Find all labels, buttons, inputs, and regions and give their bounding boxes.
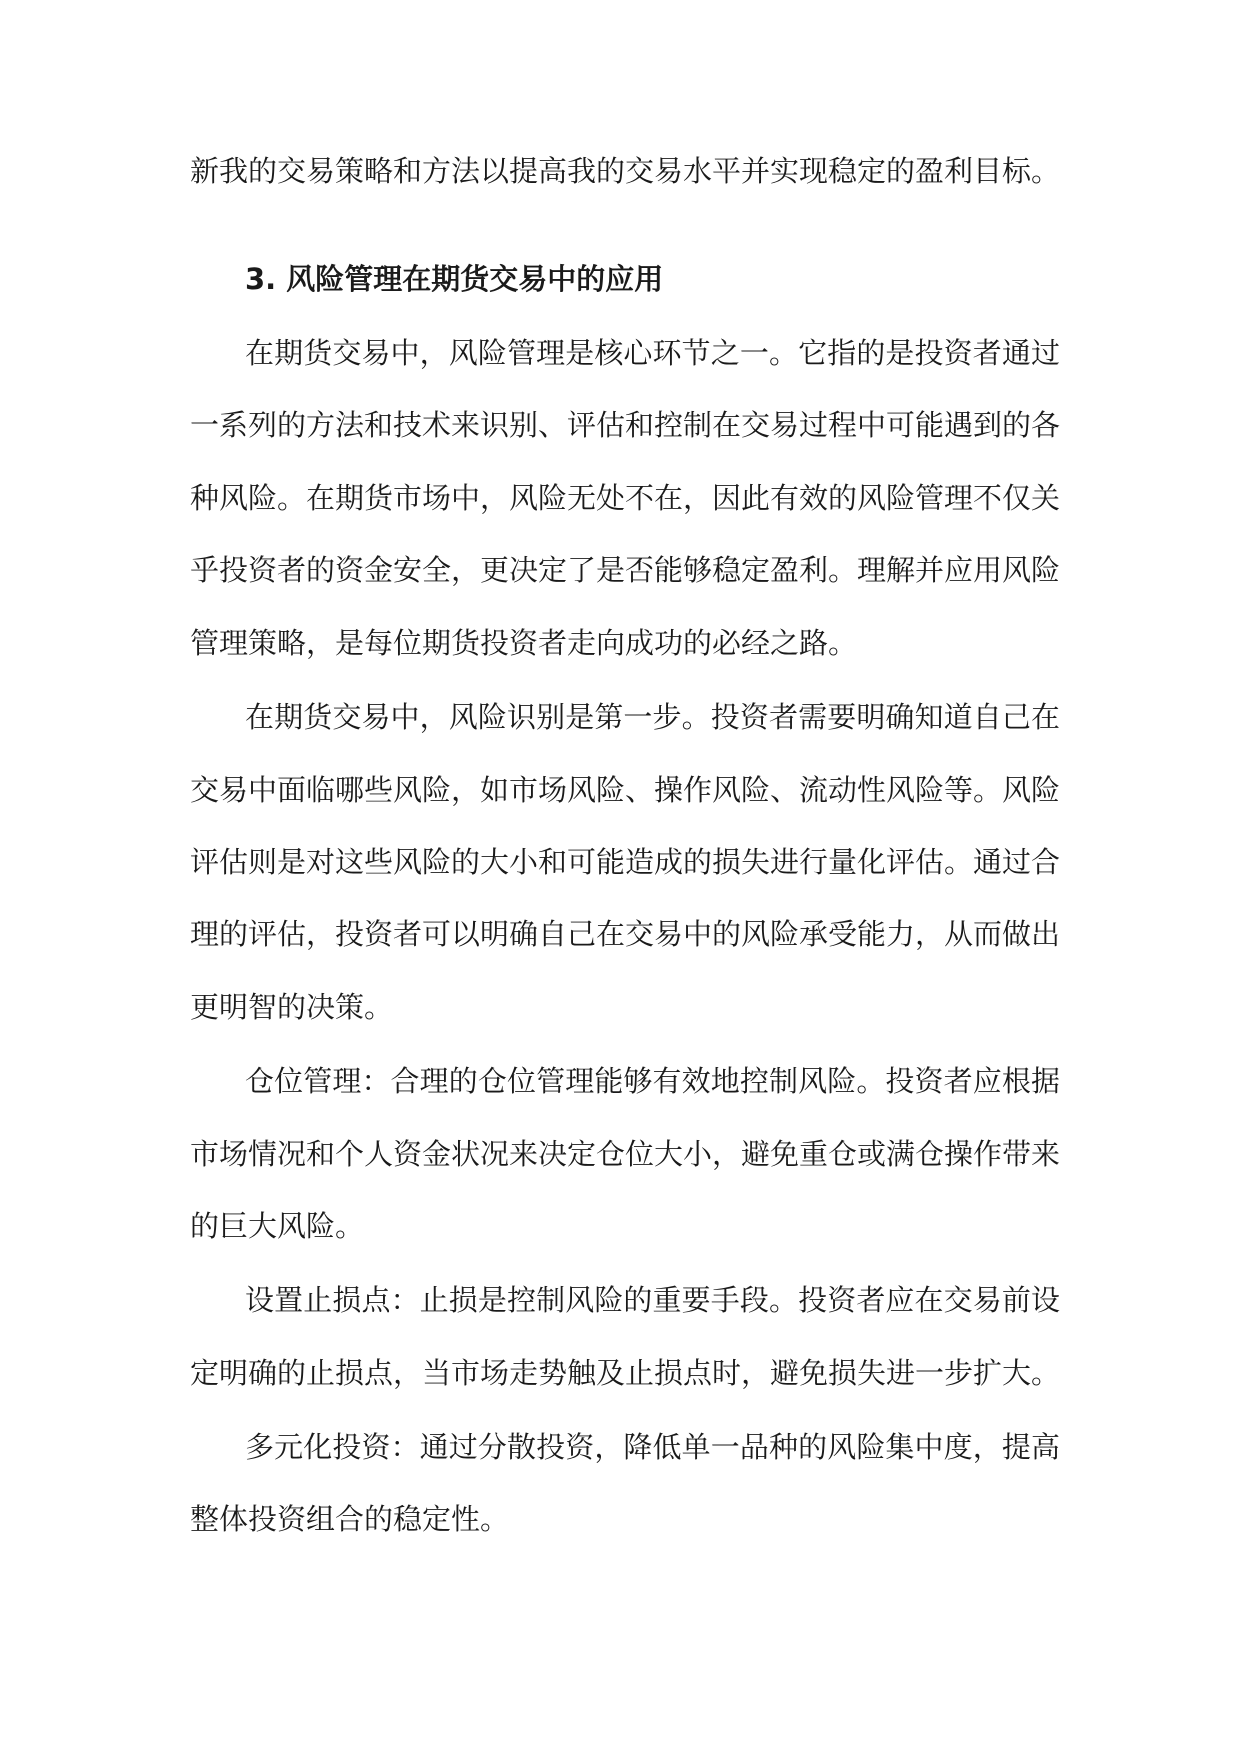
paragraph-line: 在期货交易中，风险识别是第一步。投资者需要明确知道自己在 — [245, 700, 1060, 734]
paragraph-line: 整体投资组合的稳定性。 — [190, 1502, 510, 1536]
paragraph-line: 种风险。在期货市场中，风险无处不在，因此有效的风险管理不仅关 — [190, 481, 1061, 515]
paragraph-line: 新我的交易策略和方法以提高我的交易水平并实现稳定的盈利目标。 — [190, 154, 1061, 188]
paragraph-line: 多元化投资：通过分散投资，降低单一品种的风险集中度，提高 — [245, 1430, 1060, 1464]
paragraph-line: 仓位管理：合理的仓位管理能够有效地控制风险。投资者应根据 — [245, 1064, 1060, 1098]
paragraph-line: 乎投资者的资金安全，更决定了是否能够稳定盈利。理解并应用风险 — [190, 553, 1061, 587]
paragraph-line: 评估则是对这些风险的大小和可能造成的损失进行量化评估。通过合 — [190, 845, 1061, 879]
section-heading: 3. 风险管理在期货交易中的应用 — [245, 262, 664, 296]
paragraph-line: 交易中面临哪些风险，如市场风险、操作风险、流动性风险等。风险 — [190, 773, 1061, 807]
paragraph-line: 一系列的方法和技术来识别、评估和控制在交易过程中可能遇到的各 — [190, 408, 1061, 442]
paragraph-line: 管理策略，是每位期货投资者走向成功的必经之路。 — [190, 626, 858, 660]
paragraph-line: 在期货交易中，风险管理是核心环节之一。它指的是投资者通过 — [245, 336, 1060, 370]
paragraph-line: 市场情况和个人资金状况来决定仓位大小，避免重仓或满仓操作带来 — [190, 1137, 1061, 1171]
paragraph-line: 更明智的决策。 — [190, 990, 394, 1024]
paragraph-line: 的巨大风险。 — [190, 1209, 365, 1243]
paragraph-line: 理的评估，投资者可以明确自己在交易中的风险承受能力，从而做出 — [190, 917, 1061, 951]
paragraph-line: 定明确的止损点，当市场走势触及止损点时，避免损失进一步扩大。 — [190, 1356, 1061, 1390]
paragraph-line: 设置止损点：止损是控制风险的重要手段。投资者应在交易前设 — [245, 1283, 1060, 1317]
